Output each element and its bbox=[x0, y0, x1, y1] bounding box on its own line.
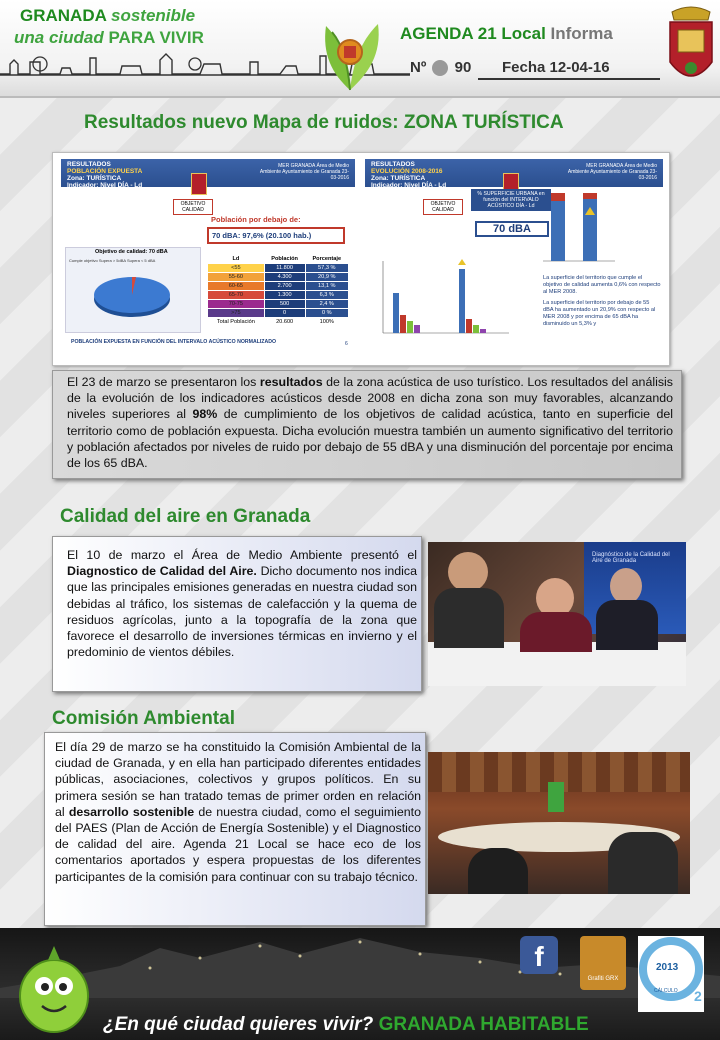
issue-value: 90 bbox=[454, 59, 472, 76]
slide-left-objective: OBJETIVO CALIDAD bbox=[173, 199, 213, 215]
brand-para-vivir: PARA VIVIR bbox=[108, 28, 204, 47]
pie-title: Objetivo de calidad: 70 dBA bbox=[95, 249, 168, 255]
slide-left-footer: POBLACIÓN EXPUESTA EN FUNCIÓN DEL INTERVALO ACÚSTICO NORMALIZADO bbox=[71, 339, 277, 345]
table-cell: 2,4 % bbox=[305, 300, 348, 309]
granada-coat-of-arms-icon bbox=[664, 2, 718, 92]
slide-left-below-value: 70 dBA: 97,6% (20.100 hab.) bbox=[207, 227, 345, 244]
table-row bbox=[208, 282, 349, 291]
slide-right-box-label: % SUPERFICIE URBANA en función del INTERVALO ACÚSTICO DÍA - Ld bbox=[471, 189, 551, 211]
footer-slogan bbox=[103, 1014, 589, 1036]
section2-text-a: El 10 de marzo el Área de Medio Ambiente presentó el bbox=[67, 548, 417, 562]
issue-label: Nº bbox=[410, 59, 427, 76]
slide-right-indicator: Indicador: Nivel DÍA - Ld bbox=[371, 182, 447, 189]
table-header: Población bbox=[271, 256, 298, 262]
grafiti-app-icon[interactable] bbox=[580, 936, 626, 990]
brand-sostenible: sostenible bbox=[111, 6, 196, 25]
table-cell: 0 % bbox=[305, 309, 348, 318]
table-cell: 13,1 % bbox=[305, 282, 348, 291]
badge-text: CÁLCULO bbox=[654, 988, 678, 994]
table-cell: 20,9 % bbox=[305, 273, 348, 282]
agenda-title bbox=[400, 24, 613, 44]
slide-left-head2: POBLACIÓN EXPUESTA bbox=[67, 168, 143, 175]
slide-right-heading bbox=[371, 161, 446, 189]
table-cell: 100% bbox=[319, 319, 334, 325]
table-total-row bbox=[208, 318, 349, 327]
slide-right-head2: EVOLUCIÓN 2008-2016 bbox=[371, 168, 443, 175]
table-cell: 20.600 bbox=[276, 319, 294, 325]
table-cell: <55 bbox=[208, 264, 265, 273]
table-cell: Total Población bbox=[216, 319, 255, 325]
agenda-21-local: AGENDA 21 Local bbox=[400, 24, 546, 43]
table-cell: 4.300 bbox=[264, 273, 305, 282]
calculation-badge bbox=[638, 936, 704, 1012]
slide-left-head1: RESULTADOS bbox=[67, 161, 111, 168]
grafiti-label: Grafiti GRX bbox=[587, 976, 619, 982]
pie-legend-item-0: Cumple objetivo bbox=[69, 258, 98, 263]
slide-right-zone: Zona: TURÍSTICA bbox=[371, 175, 426, 182]
slide-right-note1: La superficie del territorio que cumple el objetivo de calidad aumenta 0,6% con respecto al MER 2008. bbox=[543, 275, 661, 295]
slogan-question: ¿En qué ciudad quieres vivir? bbox=[103, 1014, 374, 1035]
issue-date: Fecha 12-04-16 bbox=[502, 59, 610, 76]
person-1 bbox=[448, 552, 488, 592]
section2-text-bold: Diagnostico de Calidad del Aire. bbox=[67, 564, 257, 579]
table-header: Porcentaje bbox=[312, 256, 342, 262]
slide-left-crest-icon bbox=[191, 173, 207, 195]
slide-left-below-label: Población por debajo de: bbox=[211, 215, 301, 224]
slide-right-notes bbox=[543, 275, 661, 328]
slide-right bbox=[365, 159, 663, 355]
table-row bbox=[208, 309, 349, 318]
flag bbox=[548, 782, 564, 812]
table-cell: 70-75 bbox=[208, 300, 265, 309]
slide-right-objective: OBJETIVO CALIDAD bbox=[423, 199, 463, 215]
table-row bbox=[208, 291, 349, 300]
section3-text-bold: desarrollo sostenible bbox=[68, 804, 195, 819]
evolution-stacked-chart bbox=[531, 189, 641, 273]
table-cell: 55-60 bbox=[208, 273, 265, 282]
noise-map-slides bbox=[52, 152, 670, 366]
section3-text bbox=[55, 739, 421, 885]
pie-legend-item-2: Supera < 5 dBA bbox=[126, 258, 156, 263]
table-cell: 0 bbox=[264, 309, 305, 318]
brand-una-ciudad: una ciudad bbox=[14, 28, 104, 47]
table-cell: 1.300 bbox=[264, 291, 305, 300]
slide-left-heading bbox=[67, 161, 142, 189]
air-quality-photo bbox=[428, 542, 686, 686]
section3-title: Comisión Ambiental bbox=[52, 708, 235, 729]
person-1-body bbox=[434, 588, 504, 648]
issue-dot-icon bbox=[432, 60, 448, 76]
section3-text-b: de nuestra ciudad, como el seguimiento del PAES (Plan de Acción de Energía Sostenible) y el Diagnostico de calidad del aire. Agenda 21 Local se hace eco de los comentarios aportados y espera propuestas de los diferentes participantes de la comisión para continuar con su trabajo técnico. bbox=[55, 804, 421, 884]
pie-legend bbox=[69, 258, 155, 263]
slide-right-note2: La superficie del territorio por debajo de 55 dBA ha aumentado un 20,9% con respecto al MER 2008 y por encima de 65 dBA ha disminuido un 5,3% y bbox=[543, 300, 656, 327]
slide-left-org: MER GRANADA Área de Medio Ambiente Ayuntamiento de Granada 23-03-2016 bbox=[259, 163, 349, 181]
population-table-body bbox=[208, 264, 349, 327]
table-header: Ld bbox=[232, 256, 240, 262]
section3-text-a: El día 29 de marzo se ha constituido la Comisión Ambiental de la ciudad de Granada, y en ella han participado diferentes entidades públicas, asociaciones, colectivos y grupos políticos. En su primera sesión se han tratado temas de primer orden en relación al bbox=[55, 740, 421, 819]
table-cell: 6,3 % bbox=[305, 291, 348, 300]
slide-right-head1: RESULTADOS bbox=[371, 161, 415, 168]
table-cell: 57,3 % bbox=[305, 264, 348, 273]
table-cell: 2.700 bbox=[264, 282, 305, 291]
person-2-body bbox=[520, 612, 592, 652]
section2-body bbox=[52, 536, 422, 692]
section3-body bbox=[44, 732, 426, 926]
pie-chart bbox=[87, 269, 177, 323]
pie-legend-item-1: Supera > 5dBA bbox=[98, 258, 126, 263]
header bbox=[0, 0, 720, 98]
section1-title: Resultados nuevo Mapa de ruidos: ZONA TURÍSTICA bbox=[84, 112, 564, 133]
commission-photo bbox=[428, 752, 690, 894]
table-cell: 60-65 bbox=[208, 282, 265, 291]
evolution-bar-chart bbox=[369, 257, 525, 343]
badge-year: 2013 bbox=[656, 962, 679, 973]
section1-text: El 23 de marzo se presentaron los resultados de la zona acústica de uso turístico. Los resultados del análisis de la evolución de los indicadores acústicos desde 2008 en dicha zona son muy favorables, alcanzando niveles superiores al 98% de cumplimiento de los objetivos de calidad acústica, tanto en superficie del territorio como de población expuesta. Dicha evolución muestra también un aumento significativo del territorio y población afectados por niveles de ruido por debajo de 55 dBA y una disminución del porcentaje por encima de los 65 dBA. bbox=[67, 375, 673, 471]
mascot-icon bbox=[14, 942, 94, 1036]
person-3 bbox=[610, 568, 642, 604]
population-table bbox=[207, 255, 349, 326]
facebook-icon[interactable]: f bbox=[520, 936, 558, 974]
section2-text bbox=[67, 547, 417, 660]
slide-left-indicator: Indicador: Nivel DÍA - Ld bbox=[67, 182, 143, 189]
table-cell: >75 bbox=[208, 309, 265, 318]
brand-line-2 bbox=[14, 28, 204, 48]
table-row bbox=[208, 264, 349, 273]
person-side bbox=[608, 832, 678, 894]
table-cell: 11.800 bbox=[264, 264, 305, 273]
slogan-granada-habitable: GRANADA HABITABLE bbox=[378, 1014, 589, 1035]
badge-number: 2 bbox=[694, 988, 702, 1004]
section2-title: Calidad del aire en Granada bbox=[60, 506, 311, 527]
slide-right-org: MER GRANADA Área de Medio Ambiente Ayuntamiento de Granada 23-03-2016 bbox=[567, 163, 657, 181]
agenda-informa: Informa bbox=[550, 24, 613, 43]
slide-right-box-value: 70 dBA bbox=[475, 221, 549, 237]
table-cell: 65-70 bbox=[208, 291, 265, 300]
slide-left-page: 6 bbox=[345, 341, 348, 347]
table-row bbox=[208, 273, 349, 282]
person-3-body bbox=[596, 600, 658, 650]
section1-body bbox=[52, 370, 682, 479]
table-row bbox=[208, 300, 349, 309]
issue-number bbox=[410, 59, 471, 76]
person-back bbox=[468, 848, 528, 894]
slide-left-zone: Zona: TURÍSTICA bbox=[67, 175, 122, 182]
screen-text: Diagnóstico de la Calidad del Aire de Granada bbox=[592, 552, 670, 564]
table-cell: 500 bbox=[264, 300, 305, 309]
section2-text-b: Dicho documento nos indica que las principales emisiones generadas en nuestra ciudad son debidas al tráfico, los sistemas de calefacción y la quema de residuos agrícolas, junto a la topografía de la zona que favorece el desarrollo de inversiones térmicas en invierno y el predominio de vientos débiles. bbox=[67, 564, 417, 660]
brand-line-1 bbox=[20, 6, 195, 26]
agenda21-logo bbox=[302, 4, 398, 92]
slide-left bbox=[61, 159, 355, 355]
brand-granada: GRANADA bbox=[20, 6, 107, 25]
date-underline bbox=[478, 78, 660, 80]
